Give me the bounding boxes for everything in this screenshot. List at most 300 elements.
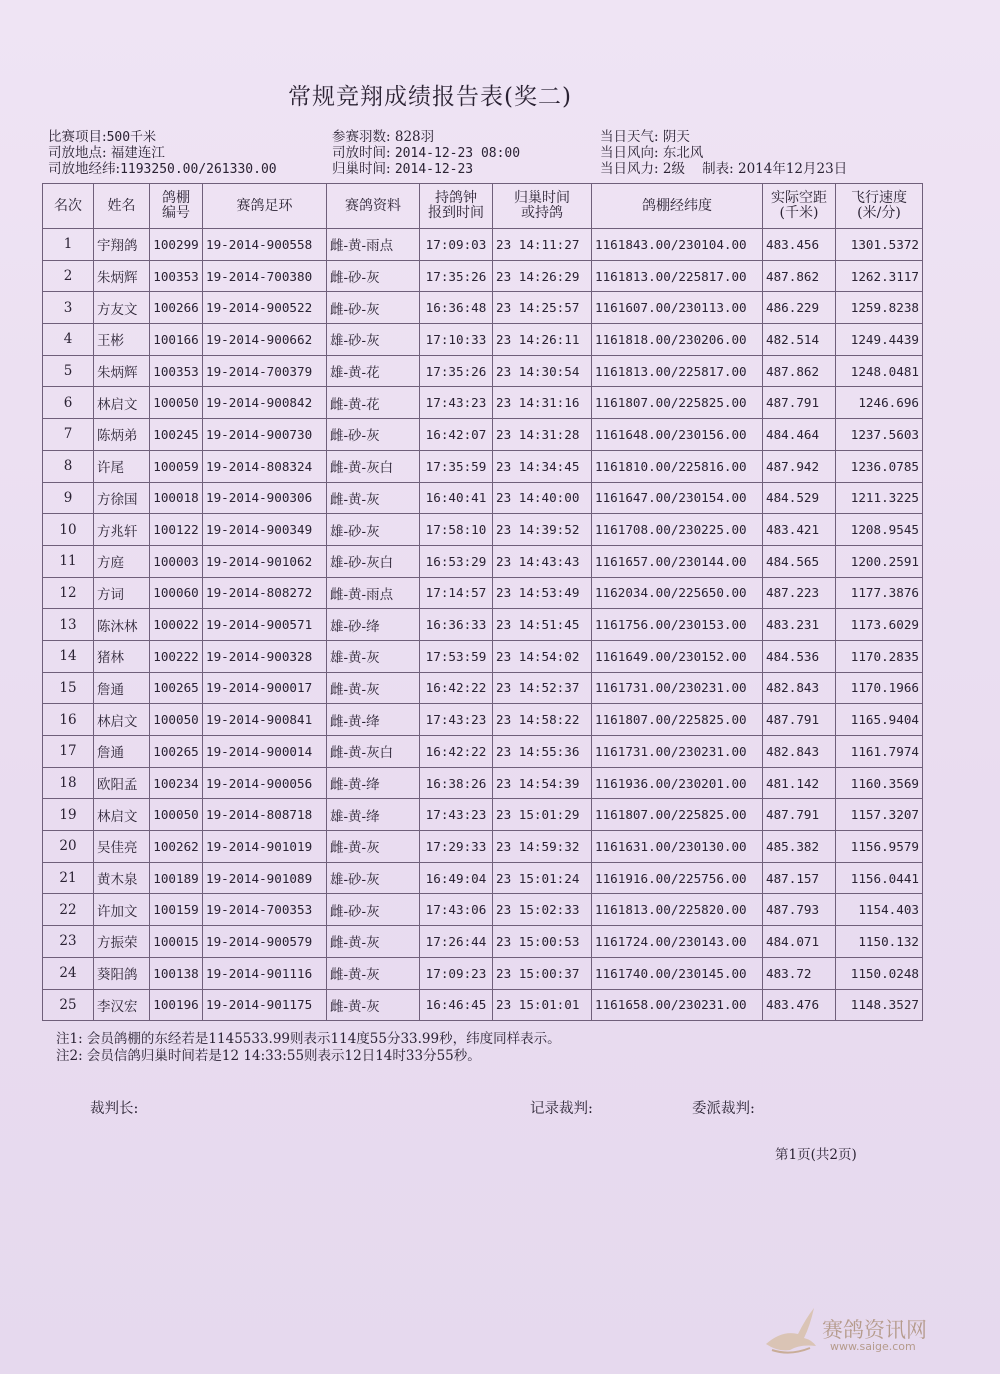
- table-cell: 19-2014-901062: [203, 545, 327, 577]
- table-cell: 16:36:33: [420, 609, 493, 641]
- table-cell: 17:35:59: [420, 450, 493, 482]
- table-cell: 17:58:10: [420, 514, 493, 546]
- table-cell: 雌-黄-灰: [327, 482, 420, 514]
- table-cell: 1161807.00/225825.00: [592, 704, 763, 736]
- table-row: [43, 355, 923, 387]
- table-cell: 100050: [150, 704, 203, 736]
- table-cell: 23 14:25:57: [493, 292, 592, 324]
- table-cell: 19-2014-808718: [203, 799, 327, 831]
- table-cell: 1154.403: [836, 894, 923, 926]
- table-cell: 484.565: [763, 545, 836, 577]
- table-cell: 1211.3225: [836, 482, 923, 514]
- col-coords: 鸽棚经纬度: [592, 184, 763, 229]
- table-cell: 19-2014-901116: [203, 957, 327, 989]
- table-row: [43, 704, 923, 736]
- table-cell: 484.529: [763, 482, 836, 514]
- table-cell: 5: [43, 355, 94, 387]
- table-row: [43, 229, 923, 261]
- col-return: [493, 184, 592, 229]
- table-cell: 23 14:55:36: [493, 736, 592, 768]
- table-row: [43, 736, 923, 768]
- table-row: [43, 387, 923, 419]
- table-cell: 484.536: [763, 640, 836, 672]
- table-cell: 100018: [150, 482, 203, 514]
- table-cell: 1161731.00/230231.00: [592, 672, 763, 704]
- col-clock-line2: 报到时间: [428, 205, 484, 221]
- table-cell: 雌-砂-灰: [327, 419, 420, 451]
- meta-event: [48, 130, 156, 145]
- table-cell: 1157.3207: [836, 799, 923, 831]
- table-cell: 李汉宏: [94, 989, 150, 1021]
- table-cell: 25: [43, 989, 94, 1021]
- table-cell: 100050: [150, 799, 203, 831]
- table-cell: 雌-砂-灰: [327, 260, 420, 292]
- table-row: [43, 926, 923, 958]
- col-distance-line2: (千米): [779, 205, 819, 221]
- table-cell: 100353: [150, 355, 203, 387]
- table-cell: 100262: [150, 831, 203, 863]
- table-cell: 19-2014-900014: [203, 736, 327, 768]
- table-cell: 100234: [150, 767, 203, 799]
- table-cell: 485.382: [763, 831, 836, 863]
- table-cell: 19-2014-900017: [203, 672, 327, 704]
- table-cell: 100265: [150, 672, 203, 704]
- table-cell: 17: [43, 736, 94, 768]
- table-cell: 23 14:40:00: [493, 482, 592, 514]
- table-cell: 486.229: [763, 292, 836, 324]
- meta-release-time-value: 2014-12-23 08:00: [394, 146, 521, 161]
- table-cell: 16:40:41: [420, 482, 493, 514]
- table-cell: 1: [43, 229, 94, 261]
- table-cell: 葵阳鸽: [94, 957, 150, 989]
- table-body: [43, 229, 923, 1021]
- table-cell: 1161807.00/225825.00: [592, 387, 763, 419]
- table-cell: 483.476: [763, 989, 836, 1021]
- col-distance-line1: 实际空距: [771, 190, 827, 206]
- watermark-url: www.saige.com: [830, 1340, 916, 1353]
- table-cell: 483.72: [763, 957, 836, 989]
- table-cell: 20: [43, 831, 94, 863]
- table-cell: 23 15:02:33: [493, 894, 592, 926]
- table-cell: 487.791: [763, 387, 836, 419]
- table-cell: 100222: [150, 640, 203, 672]
- table-cell: 23 14:54:39: [493, 767, 592, 799]
- table-cell: 朱炳辉: [94, 355, 150, 387]
- table-cell: 100299: [150, 229, 203, 261]
- table-cell: 19-2014-700379: [203, 355, 327, 387]
- table-cell: 11: [43, 545, 94, 577]
- table-cell: 23 14:53:49: [493, 577, 592, 609]
- table-cell: 17:43:23: [420, 387, 493, 419]
- table-cell: 483.421: [763, 514, 836, 546]
- table-cell: 1150.132: [836, 926, 923, 958]
- table-cell: 雄-砂-绛: [327, 609, 420, 641]
- table-cell: 1236.0785: [836, 450, 923, 482]
- note-1: 注1: 会员鸽棚的东经若是1145533.99则表示114度55分33.99秒，纬度同样表示。: [56, 1031, 561, 1047]
- table-cell: 1248.0481: [836, 355, 923, 387]
- table-cell: 雌-黄-花: [327, 387, 420, 419]
- table-cell: 雌-黄-灰: [327, 989, 420, 1021]
- page-number: 第1页(共2页): [775, 1147, 857, 1163]
- table-cell: 100196: [150, 989, 203, 1021]
- table-cell: 21: [43, 862, 94, 894]
- table-row: [43, 862, 923, 894]
- table-cell: 19-2014-900558: [203, 229, 327, 261]
- table-cell: 1161916.00/225756.00: [592, 862, 763, 894]
- col-loft-line2: 编号: [162, 205, 190, 221]
- table-cell: 欧阳孟: [94, 767, 150, 799]
- results-table: [42, 183, 923, 1021]
- table-cell: 17:29:33: [420, 831, 493, 863]
- table-cell: 482.843: [763, 672, 836, 704]
- meta-wind-force-value: 2级: [662, 161, 685, 177]
- table-cell: 19-2014-901089: [203, 862, 327, 894]
- table-cell: 23 15:01:24: [493, 862, 592, 894]
- table-cell: 吴佳亮: [94, 831, 150, 863]
- table-cell: 1259.8238: [836, 292, 923, 324]
- meta-weather: [600, 130, 690, 145]
- table-row: [43, 989, 923, 1021]
- meta-made-label: 制表:: [702, 161, 734, 177]
- meta-release-place: [48, 146, 165, 161]
- table-cell: 17:43:06: [420, 894, 493, 926]
- table-cell: 雌-黄-灰白: [327, 736, 420, 768]
- table-cell: 100122: [150, 514, 203, 546]
- table-row: [43, 767, 923, 799]
- meta-entries: [332, 130, 434, 145]
- notes: [56, 1031, 561, 1065]
- table-cell: 1161813.00/225817.00: [592, 355, 763, 387]
- table-cell: 24: [43, 957, 94, 989]
- col-info: 赛鸽资料: [327, 184, 420, 229]
- table-cell: 19-2014-900841: [203, 704, 327, 736]
- table-cell: 487.791: [763, 704, 836, 736]
- meta-release-time-label: 司放时间:: [332, 145, 391, 161]
- table-cell: 487.223: [763, 577, 836, 609]
- col-return-line1: 归巢时间: [514, 190, 570, 206]
- signature-assigned-judge: 委派裁判:: [692, 1101, 755, 1117]
- table-cell: 林启文: [94, 704, 150, 736]
- table-cell: 1161.7974: [836, 736, 923, 768]
- col-speed-line2: (米/分): [857, 205, 901, 221]
- table-cell: 方庭: [94, 545, 150, 577]
- table-cell: 19-2014-900522: [203, 292, 327, 324]
- meta-wind-dir-label: 当日风向:: [600, 145, 659, 161]
- meta-release-coords: [48, 162, 277, 177]
- table-cell: 17:09:03: [420, 229, 493, 261]
- col-ring: 赛鸽足环: [203, 184, 327, 229]
- table-cell: 484.464: [763, 419, 836, 451]
- table-cell: 詹通: [94, 672, 150, 704]
- table-cell: 16: [43, 704, 94, 736]
- meta-release-place-label: 司放地点:: [48, 145, 107, 161]
- table-cell: 1200.2591: [836, 545, 923, 577]
- table-cell: 100265: [150, 736, 203, 768]
- table-cell: 雄-砂-灰: [327, 514, 420, 546]
- table-cell: 1161731.00/230231.00: [592, 736, 763, 768]
- table-cell: 雄-黄-绛: [327, 799, 420, 831]
- table-cell: 100245: [150, 419, 203, 451]
- col-clock-line1: 持鸽钟: [435, 190, 477, 206]
- table-cell: 1161648.00/230156.00: [592, 419, 763, 451]
- table-cell: 1170.2835: [836, 640, 923, 672]
- table-cell: 16:38:26: [420, 767, 493, 799]
- col-return-line2: 或持鸽: [521, 205, 563, 221]
- table-row: [43, 450, 923, 482]
- meta-return-time-label: 归巢时间:: [332, 161, 391, 177]
- table-cell: 487.793: [763, 894, 836, 926]
- table-cell: 1249.4439: [836, 324, 923, 356]
- table-cell: 1161658.00/230231.00: [592, 989, 763, 1021]
- table-cell: 23 14:31:28: [493, 419, 592, 451]
- table-cell: 雌-黄-雨点: [327, 229, 420, 261]
- table-cell: 王彬: [94, 324, 150, 356]
- table-cell: 17:43:23: [420, 799, 493, 831]
- table-cell: 100022: [150, 609, 203, 641]
- signature-record-judge: 记录裁判:: [530, 1101, 593, 1117]
- table-cell: 17:35:26: [420, 260, 493, 292]
- table-cell: 23 14:11:27: [493, 229, 592, 261]
- table-cell: 487.791: [763, 799, 836, 831]
- table-cell: 朱炳辉: [94, 260, 150, 292]
- table-cell: 23 15:01:29: [493, 799, 592, 831]
- table-cell: 1161708.00/230225.00: [592, 514, 763, 546]
- table-cell: 13: [43, 609, 94, 641]
- table-cell: 23 14:31:16: [493, 387, 592, 419]
- table-row: [43, 545, 923, 577]
- meta-event-label: 比赛项目:: [48, 129, 107, 145]
- table-cell: 19-2014-700353: [203, 894, 327, 926]
- table-cell: 23 15:00:37: [493, 957, 592, 989]
- col-distance: [763, 184, 836, 229]
- watermark-site-name: 赛鸽资讯网: [822, 1318, 927, 1342]
- table-cell: 15: [43, 672, 94, 704]
- table-row: [43, 672, 923, 704]
- table-cell: 1161647.00/230154.00: [592, 482, 763, 514]
- table-cell: 1162034.00/225650.00: [592, 577, 763, 609]
- signature-chief-judge: 裁判长:: [90, 1101, 139, 1117]
- col-clock: [420, 184, 493, 229]
- table-cell: 雄-砂-灰: [327, 862, 420, 894]
- table-cell: 1161813.00/225817.00: [592, 260, 763, 292]
- meta-return-time: [332, 162, 473, 177]
- table-cell: 19-2014-901019: [203, 831, 327, 863]
- table-cell: 17:09:23: [420, 957, 493, 989]
- table-cell: 23 14:51:45: [493, 609, 592, 641]
- table-cell: 1161843.00/230104.00: [592, 229, 763, 261]
- table-cell: 方振荣: [94, 926, 150, 958]
- table-cell: 19-2014-900842: [203, 387, 327, 419]
- table-cell: 100166: [150, 324, 203, 356]
- meta-event-value: 500千米: [106, 130, 157, 145]
- table-cell: 雌-黄-绛: [327, 704, 420, 736]
- note-2: 注2: 会员信鸽归巢时间若是12 14:33:55则表示12日14时33分55秒。: [56, 1048, 481, 1064]
- table-cell: 雄-黄-花: [327, 355, 420, 387]
- table-cell: 雌-砂-灰: [327, 894, 420, 926]
- table-cell: 100189: [150, 862, 203, 894]
- table-cell: 23 15:00:53: [493, 926, 592, 958]
- table-cell: 1150.0248: [836, 957, 923, 989]
- table-cell: 1161657.00/230144.00: [592, 545, 763, 577]
- meta-release-time: [332, 146, 520, 161]
- table-cell: 100353: [150, 260, 203, 292]
- col-speed-line1: 飞行速度: [851, 190, 907, 206]
- table-cell: 许尾: [94, 450, 150, 482]
- table-cell: 1237.5603: [836, 419, 923, 451]
- table-cell: 19-2014-900571: [203, 609, 327, 641]
- table-row: [43, 894, 923, 926]
- table-cell: 23 15:01:01: [493, 989, 592, 1021]
- col-rank: 名次: [43, 184, 94, 229]
- col-loft: [150, 184, 203, 229]
- table-cell: 1161813.00/225820.00: [592, 894, 763, 926]
- table-cell: 方词: [94, 577, 150, 609]
- table-cell: 林启文: [94, 387, 150, 419]
- table-cell: 1208.9545: [836, 514, 923, 546]
- table-cell: 17:53:59: [420, 640, 493, 672]
- table-cell: 17:43:23: [420, 704, 493, 736]
- table-cell: 雌-黄-灰: [327, 926, 420, 958]
- table-cell: 23 14:52:37: [493, 672, 592, 704]
- table-cell: 16:42:22: [420, 672, 493, 704]
- table-cell: 482.514: [763, 324, 836, 356]
- table-cell: 3: [43, 292, 94, 324]
- table-cell: 4: [43, 324, 94, 356]
- table-cell: 19-2014-808324: [203, 450, 327, 482]
- table-cell: 宇翔鸽: [94, 229, 150, 261]
- table-row: [43, 577, 923, 609]
- table-cell: 16:49:04: [420, 862, 493, 894]
- table-cell: 16:42:22: [420, 736, 493, 768]
- meta-weather-label: 当日天气:: [600, 129, 659, 145]
- table-cell: 1148.3527: [836, 989, 923, 1021]
- table-cell: 7: [43, 419, 94, 451]
- meta-entries-value: 828羽: [394, 129, 435, 145]
- table-cell: 484.071: [763, 926, 836, 958]
- table-row: [43, 831, 923, 863]
- table-cell: 雌-黄-灰白: [327, 450, 420, 482]
- table-cell: 雌-砂-灰: [327, 292, 420, 324]
- meta-release-coords-value: 1193250.00/261330.00: [120, 162, 277, 177]
- table-cell: 19-2014-700380: [203, 260, 327, 292]
- table-cell: 1301.5372: [836, 229, 923, 261]
- meta-wind-dir-value: 东北风: [662, 145, 704, 161]
- table-cell: 481.142: [763, 767, 836, 799]
- meta-wind-dir: [600, 146, 703, 161]
- table-cell: 482.843: [763, 736, 836, 768]
- table-cell: 8: [43, 450, 94, 482]
- table-cell: 6: [43, 387, 94, 419]
- table-row: [43, 957, 923, 989]
- table-cell: 19-2014-900730: [203, 419, 327, 451]
- table-cell: 方友文: [94, 292, 150, 324]
- table-cell: 23 14:39:52: [493, 514, 592, 546]
- table-cell: 1161631.00/230130.00: [592, 831, 763, 863]
- table-cell: 483.456: [763, 229, 836, 261]
- table-cell: 17:26:44: [420, 926, 493, 958]
- table-cell: 许加文: [94, 894, 150, 926]
- meta-weather-value: 阴天: [662, 129, 690, 145]
- report-title: 常规竞翔成绩报告表(奖二): [288, 84, 572, 110]
- table-cell: 100015: [150, 926, 203, 958]
- table-cell: 雄-黄-灰: [327, 640, 420, 672]
- table-cell: 雌-黄-绛: [327, 767, 420, 799]
- meta-release-place-value: 福建连江: [110, 145, 165, 161]
- table-cell: 14: [43, 640, 94, 672]
- table-cell: 100003: [150, 545, 203, 577]
- table-cell: 10: [43, 514, 94, 546]
- table-cell: 陈炳弟: [94, 419, 150, 451]
- table-cell: 100050: [150, 387, 203, 419]
- table-cell: 23: [43, 926, 94, 958]
- table-cell: 487.862: [763, 260, 836, 292]
- col-speed: [836, 184, 923, 229]
- table-row: [43, 799, 923, 831]
- table-cell: 19-2014-808272: [203, 577, 327, 609]
- table-cell: 1161936.00/230201.00: [592, 767, 763, 799]
- table-cell: 2: [43, 260, 94, 292]
- table-cell: 林启文: [94, 799, 150, 831]
- table-cell: 16:46:45: [420, 989, 493, 1021]
- meta-release-coords-label: 司放地经纬:: [48, 161, 121, 177]
- table-cell: 16:53:29: [420, 545, 493, 577]
- table-cell: 雄-砂-灰白: [327, 545, 420, 577]
- table-cell: 1160.3569: [836, 767, 923, 799]
- table-cell: 23 14:54:02: [493, 640, 592, 672]
- table-cell: 23 14:43:43: [493, 545, 592, 577]
- table-cell: 19-2014-900579: [203, 926, 327, 958]
- table-cell: 100266: [150, 292, 203, 324]
- table-cell: 9: [43, 482, 94, 514]
- table-cell: 1161607.00/230113.00: [592, 292, 763, 324]
- table-cell: 487.157: [763, 862, 836, 894]
- table-cell: 23 14:59:32: [493, 831, 592, 863]
- table-cell: 19-2014-901175: [203, 989, 327, 1021]
- watermark: [760, 1300, 970, 1360]
- table-cell: 17:14:57: [420, 577, 493, 609]
- table-cell: 18: [43, 767, 94, 799]
- table-row: [43, 324, 923, 356]
- meta-wind-force-label: 当日风力:: [600, 161, 659, 177]
- col-loft-line1: 鸽棚: [162, 190, 190, 206]
- table-cell: 17:10:33: [420, 324, 493, 356]
- table-cell: 1161807.00/225825.00: [592, 799, 763, 831]
- table-cell: 16:42:07: [420, 419, 493, 451]
- table-cell: 23 14:26:11: [493, 324, 592, 356]
- table-cell: 1165.9404: [836, 704, 923, 736]
- table-cell: 方兆轩: [94, 514, 150, 546]
- table-cell: 1156.0441: [836, 862, 923, 894]
- table-cell: 1161756.00/230153.00: [592, 609, 763, 641]
- table-cell: 483.231: [763, 609, 836, 641]
- table-row: [43, 609, 923, 641]
- meta-wind-force: [600, 162, 847, 177]
- table-cell: 22: [43, 894, 94, 926]
- table-cell: 方徐国: [94, 482, 150, 514]
- table-cell: 1161649.00/230152.00: [592, 640, 763, 672]
- meta-entries-label: 参赛羽数:: [332, 129, 391, 145]
- table-cell: 1246.696: [836, 387, 923, 419]
- table-cell: 1161818.00/230206.00: [592, 324, 763, 356]
- table-cell: 1156.9579: [836, 831, 923, 863]
- table-header-row: [43, 184, 923, 229]
- meta-made-value: 2014年12月23日: [737, 161, 848, 177]
- table-cell: 1173.6029: [836, 609, 923, 641]
- table-cell: 1161724.00/230143.00: [592, 926, 763, 958]
- table-row: [43, 260, 923, 292]
- table-cell: 19-2014-900349: [203, 514, 327, 546]
- table-cell: 雌-黄-灰: [327, 672, 420, 704]
